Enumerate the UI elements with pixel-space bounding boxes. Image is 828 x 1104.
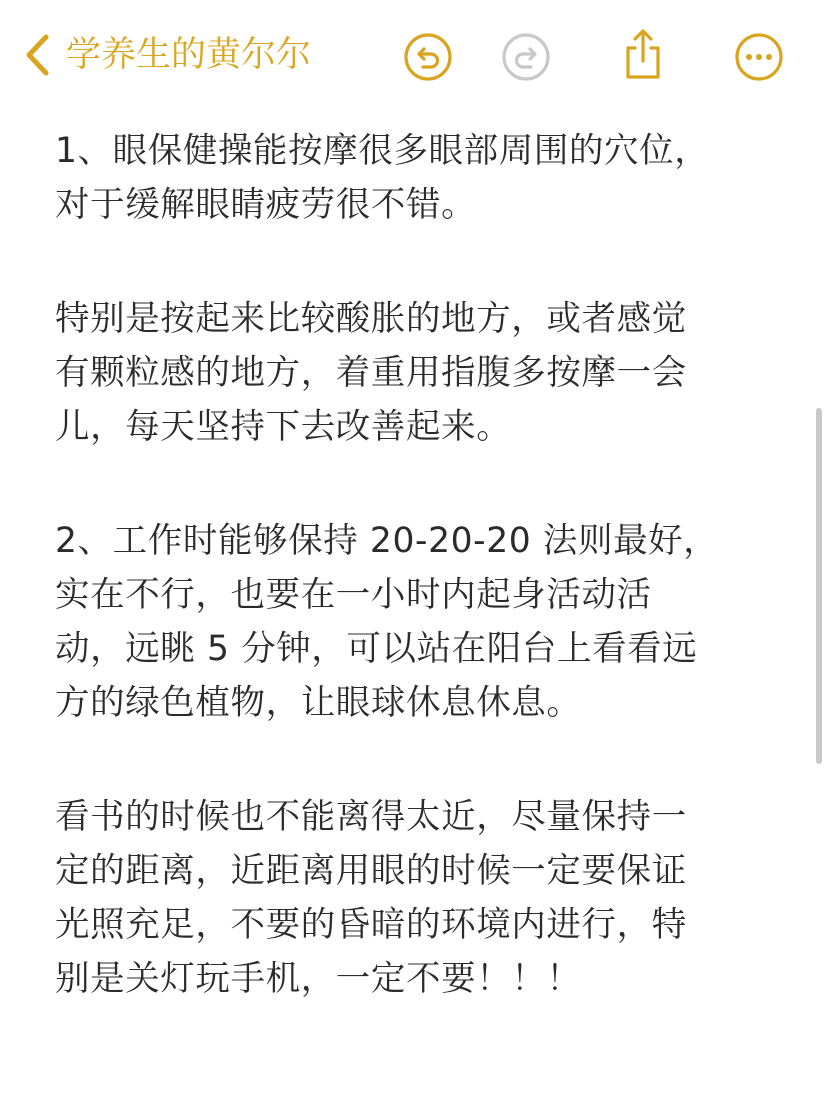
redo-button[interactable] [501,32,551,82]
more-button[interactable] [734,32,784,82]
more-icon [734,32,784,82]
back-label: 学养生的黄尔尔 [66,35,312,75]
scrollbar[interactable] [816,408,822,764]
note-paragraph-2: 特别是按起来比较酸胀的地方，或者感觉 有颗粒感的地方，着重用指腹多按摩一会 儿，每天坚持下去改善起来。 [55,299,687,447]
share-button[interactable] [618,28,668,78]
share-icon [618,28,668,82]
back-button[interactable] [22,30,311,80]
undo-icon [403,32,453,82]
navigation-bar [0,0,828,110]
note-paragraph-1: 1、眼保健操能按摩很多眼部周围的穴位， 对于缓解眼睛疲劳很不错。 [55,131,710,225]
redo-icon [501,32,551,82]
note-paragraph-4: 看书的时候也不能离得太近，尽量保持一 定的距离，近距离用眼的时候一定要保证 光照充足，不要的昏暗的环境内进行，特 别是关灯玩手机，一定不要！！！ [55,797,687,999]
note-paragraph-3: 2、工作时能够保持 20-20-20 法则最好， 实在不行，也要在一小时内起身活动活 动，远眺 5 分钟，可以站在阳台上看看远 方的绿色植物，让眼球休息休息。 [55,521,719,723]
chevron-left-icon [22,32,52,78]
note-body[interactable] [55,124,800,1066]
undo-button[interactable] [403,32,453,82]
